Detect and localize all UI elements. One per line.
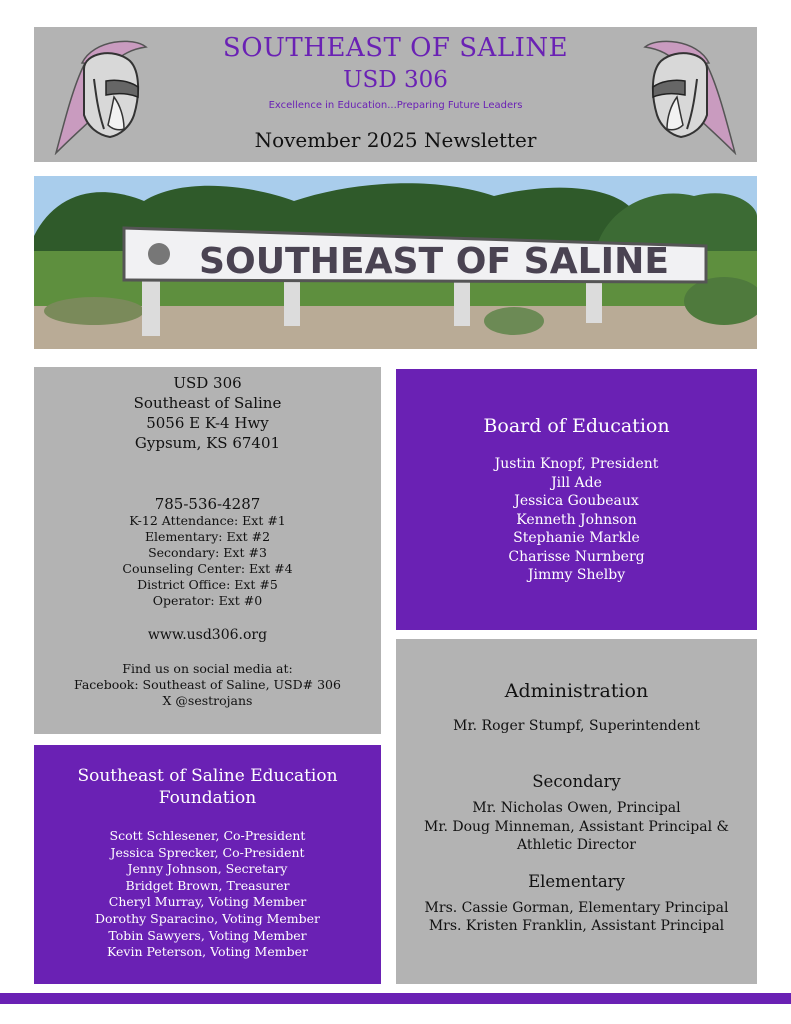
administration-panel <box>396 639 757 984</box>
phone-extensions <box>34 513 381 609</box>
extension-line: Secondary: Ext #3 <box>148 545 267 560</box>
list-item: Mrs. Kristen Franklin, Assistant Principal <box>428 918 725 934</box>
foundation-title: Southeast of Saline Education Foundation <box>77 766 338 808</box>
address-line: USD 306 <box>173 374 242 392</box>
board-members-list <box>396 455 757 585</box>
contact-info-panel <box>34 367 381 734</box>
board-of-education-panel <box>396 369 757 630</box>
list-item: Kevin Peterson, Voting Member <box>107 944 308 960</box>
superintendent: Mr. Roger Stumpf, Superintendent <box>453 718 700 734</box>
phone-number: 785-536-4287 <box>154 495 261 513</box>
social-media-info <box>34 661 381 709</box>
newsletter-header <box>34 27 757 162</box>
foundation-members-list <box>34 828 381 961</box>
address-line: Southeast of Saline <box>133 394 282 412</box>
list-item: Tobin Sawyers, Voting Member <box>108 927 307 943</box>
address-line: 5056 E K-4 Hwy <box>146 414 269 432</box>
social-line: X @sestrojans <box>162 693 253 708</box>
list-item: Charisse Nurnberg <box>508 548 645 565</box>
district-name: USD 306 <box>343 67 448 93</box>
school-name: SOUTHEAST OF SALINE <box>222 33 569 63</box>
list-item: Kenneth Johnson <box>516 511 637 528</box>
address-line: Gypsum, KS 67401 <box>134 434 281 452</box>
list-item: Jessica Sprecker, Co-President <box>110 844 305 860</box>
tagline: Excellence in Education...Preparing Future Leaders <box>268 100 523 111</box>
social-line: Find us on social media at: <box>122 661 293 676</box>
extension-line: Operator: Ext #0 <box>152 593 263 608</box>
list-item: Justin Knopf, President <box>494 456 659 472</box>
extension-line: Counseling Center: Ext #4 <box>122 561 293 576</box>
list-item: Dorothy Sparacino, Voting Member <box>95 910 320 926</box>
sign-text: SOUTHEAST OF SALINE <box>199 241 669 282</box>
list-item: Mr. Nicholas Owen, Principal <box>472 800 681 816</box>
footer-bar <box>0 993 791 1004</box>
elementary-staff <box>396 899 757 936</box>
list-item: Scott Schlesener, Co-President <box>109 828 306 843</box>
list-item: Mr. Doug Minneman, Assistant Principal & <box>424 818 729 835</box>
secondary-staff <box>396 799 757 855</box>
newsletter-title: November 2025 Newsletter <box>254 128 537 152</box>
list-item: Athletic Director <box>517 837 636 853</box>
education-foundation-panel <box>34 745 381 984</box>
district-address <box>34 373 381 453</box>
list-item: Jenny Johnson, Secretary <box>127 861 288 877</box>
extension-line: Elementary: Ext #2 <box>144 529 271 544</box>
list-item: Stephanie Markle <box>513 530 640 546</box>
list-item: Cheryl Murray, Voting Member <box>108 894 307 910</box>
extension-line: K-12 Attendance: Ext #1 <box>129 513 286 528</box>
board-title: Board of Education <box>483 415 670 437</box>
list-item: Jessica Goubeaux <box>514 493 639 509</box>
sign-photo-illustration <box>34 176 757 349</box>
extension-line: District Office: Ext #5 <box>137 577 278 592</box>
administration-title: Administration <box>504 680 649 702</box>
website-link[interactable]: www.usd306.org <box>147 627 268 643</box>
secondary-heading: Secondary <box>532 772 621 791</box>
list-item: Jimmy Shelby <box>527 567 626 583</box>
list-item: Jill Ade <box>551 474 602 491</box>
social-line: Facebook: Southeast of Saline, USD# 306 <box>74 677 341 692</box>
school-sign-photo <box>34 176 757 349</box>
list-item: Bridget Brown, Treasurer <box>125 877 290 893</box>
elementary-heading: Elementary <box>528 871 625 891</box>
list-item: Mrs. Cassie Gorman, Elementary Principal <box>424 899 729 916</box>
trojan-mascot-icon <box>641 35 737 155</box>
